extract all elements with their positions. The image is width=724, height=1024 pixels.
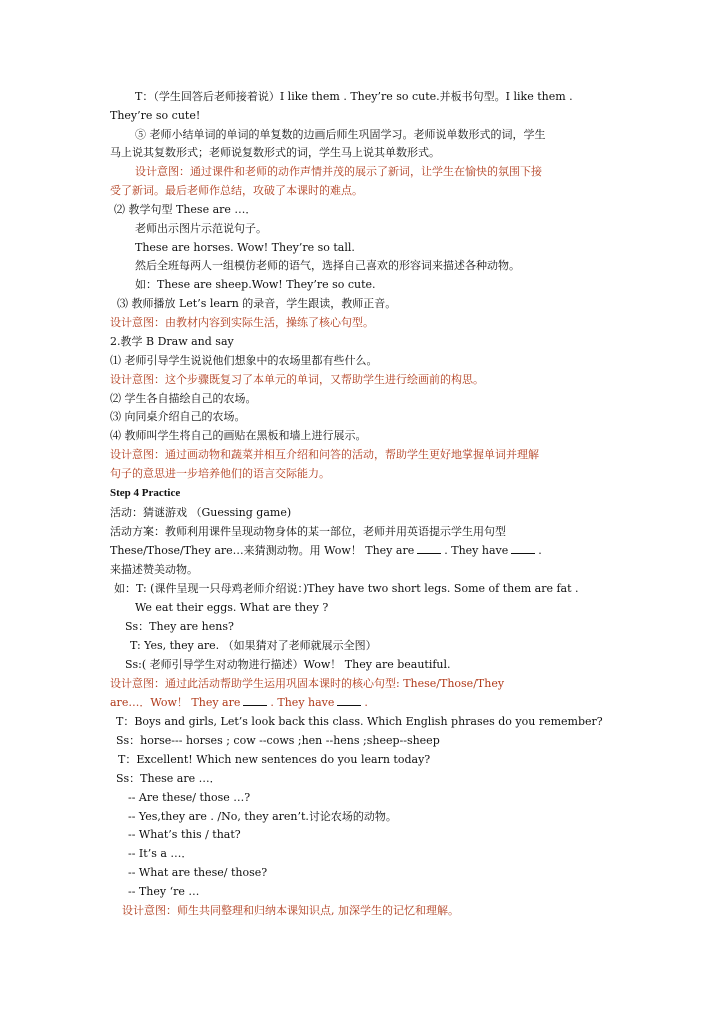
- section-heading: [0, 484, 724, 503]
- text-line: [0, 87, 724, 106]
- line-text: 设计意图：通过此活动帮助学生运用巩固本课时的核心句型: These/Those/They: [110, 677, 505, 690]
- text-line: [0, 636, 724, 655]
- line-text: 设计意图：通过画动物和蔬菜并相互介绍和问答的活动，帮助学生更好地掌握单词并理解: [110, 448, 539, 461]
- text-line: [0, 844, 724, 863]
- text-line: [0, 389, 724, 408]
- line-text: 设计意图：由教材内容到实际生活，操练了核心句型。: [110, 316, 374, 329]
- design-intent-line: [0, 162, 724, 181]
- line-text: 然后全班每两人一组模仿老师的语气，选择自己喜欢的形容词来描述各种动物。: [135, 259, 520, 272]
- line-text: T：Excellent! Which new sentences do you learn today?: [118, 753, 431, 766]
- line-text: 活动：猜谜游戏 （Guessing game): [110, 506, 292, 519]
- text-line: [0, 238, 724, 257]
- line-text: ⑶ 教师播放 Let’s learn 的录音，学生跟读，教师正音。: [117, 297, 397, 310]
- text-line: [0, 407, 724, 426]
- design-intent-line: [0, 674, 724, 693]
- line-text: 活动方案：教师利用课件呈现动物身体的某一部位，老师并用英语提示学生用句型: [110, 525, 506, 538]
- line-text: 设计意图：师生共同整理和归纳本课知识点, 加深学生的记忆和理解。: [122, 904, 459, 917]
- text-line: [0, 294, 724, 313]
- text-line: [0, 351, 724, 370]
- line-text: 如：These are sheep.Wow! They’re so cute.: [135, 278, 376, 291]
- text-line: [0, 522, 724, 541]
- line-text: 来描述赞美动物。: [110, 563, 198, 576]
- text-line: [0, 541, 724, 560]
- text-line: [0, 863, 724, 882]
- line-text: 句子的意思进一步培养他们的语言交际能力。: [110, 467, 330, 480]
- fill-blank: [417, 543, 441, 554]
- fill-blank: [243, 695, 267, 706]
- line-text: 受了新词。最后老师作总结，攻破了本课时的难点。: [110, 184, 363, 197]
- design-intent-line: [0, 445, 724, 464]
- text-line: [0, 882, 724, 901]
- line-text: We eat their eggs. What are they ?: [135, 601, 329, 614]
- text-line: [0, 750, 724, 769]
- line-text: ⑴ 老师引导学生说说他们想象中的农场里都有些什么。: [110, 354, 378, 367]
- text-line: [0, 125, 724, 144]
- text-line: [0, 256, 724, 275]
- text-line: [0, 598, 724, 617]
- line-text: ⑷ 教师叫学生将自己的画贴在黑板和墙上进行展示。: [110, 429, 367, 442]
- line-text: are…．Wow！ They are: [110, 696, 241, 709]
- line-text: Ss：They are hens?: [125, 620, 234, 633]
- text-line: [0, 503, 724, 522]
- line-text: 老师出示图片示范说句子。: [135, 222, 267, 235]
- fill-blank: [511, 543, 535, 554]
- line-text: -- Yes,they are . /No, they aren’t.讨论农场的动物。: [128, 810, 397, 823]
- text-line: [0, 275, 724, 294]
- design-intent-line: [0, 901, 724, 920]
- text-line: [0, 655, 724, 674]
- line-text: They’re so cute!: [110, 109, 201, 122]
- line-text-continued: . They have: [270, 696, 335, 709]
- line-text: -- They ‘re …: [128, 885, 200, 898]
- text-line: [0, 807, 724, 826]
- line-text: 设计意图：这个步骤既复习了本单元的单词，又帮助学生进行绘画前的构思。: [110, 373, 484, 386]
- text-line: [0, 219, 724, 238]
- line-text: Ss:( 老师引导学生对动物进行描述）Wow！ They are beautiful.: [125, 658, 451, 671]
- line-text: Ss：horse--- horses ; cow --cows ;hen --hens ;sheep--sheep: [116, 734, 440, 747]
- line-text: These are horses. Wow! They’re so tall.: [135, 241, 355, 254]
- text-line: [0, 731, 724, 750]
- line-text: ⑤ 老师小结单词的单词的单复数的边画后师生巩固学习。老师说单数形式的词，学生: [135, 128, 546, 141]
- design-intent-line: [0, 181, 724, 200]
- text-line: [0, 332, 724, 351]
- line-text: ⑵ 学生各自描绘自己的农场。: [110, 392, 257, 405]
- design-intent-line: [0, 693, 724, 712]
- line-text: T：Boys and girls, Let’s look back this class. Which English phrases do you remember?: [116, 715, 603, 728]
- line-text: -- What’s this / that?: [128, 828, 241, 841]
- line-text: These/Those/They are…来猜测动物。用 Wow！ They are: [110, 544, 415, 557]
- text-line: [0, 788, 724, 807]
- line-text: 设计意图：通过课件和老师的动作声情并茂的展示了新词，让学生在愉快的氛围下接: [135, 165, 542, 178]
- line-text-end: .: [364, 696, 368, 709]
- fill-blank: [337, 695, 361, 706]
- text-line: [0, 617, 724, 636]
- line-text: -- What are these/ those?: [128, 866, 268, 879]
- line-text: Ss：These are …．: [116, 772, 221, 785]
- line-text: T：（学生回答后老师接着说）I like them . They’re so cute.并板书句型。I like them .: [135, 90, 573, 103]
- line-text: ⑵ 教学句型 These are …．: [114, 203, 257, 216]
- text-line: [0, 560, 724, 579]
- text-line: [0, 426, 724, 445]
- design-intent-line: [0, 464, 724, 483]
- text-line: [0, 712, 724, 731]
- line-text-continued: . They have: [444, 544, 509, 557]
- line-text: 马上说其复数形式；老师说复数形式的词，学生马上说其单数形式。: [110, 146, 440, 159]
- text-line: [0, 825, 724, 844]
- text-line: [0, 769, 724, 788]
- line-text: -- Are these/ those …?: [128, 791, 251, 804]
- line-text: T: Yes, they are. （如果猜对了老师就展示全图）: [130, 639, 377, 652]
- text-line: [0, 579, 724, 598]
- text-line: [0, 200, 724, 219]
- line-text: 2.教学 B Draw and say: [110, 335, 234, 348]
- text-line: [0, 106, 724, 125]
- line-text-end: .: [538, 544, 542, 557]
- design-intent-line: [0, 313, 724, 332]
- line-text: Step 4 Practice: [110, 487, 181, 499]
- design-intent-line: [0, 370, 724, 389]
- line-text: -- It’s a …．: [128, 847, 193, 860]
- text-line: [0, 143, 724, 162]
- line-text: ⑶ 向同桌介绍自己的农场。: [110, 410, 246, 423]
- line-text: 如：T: (课件呈现一只母鸡老师介绍说：)They have two short legs. Some of them are fat .: [114, 582, 579, 595]
